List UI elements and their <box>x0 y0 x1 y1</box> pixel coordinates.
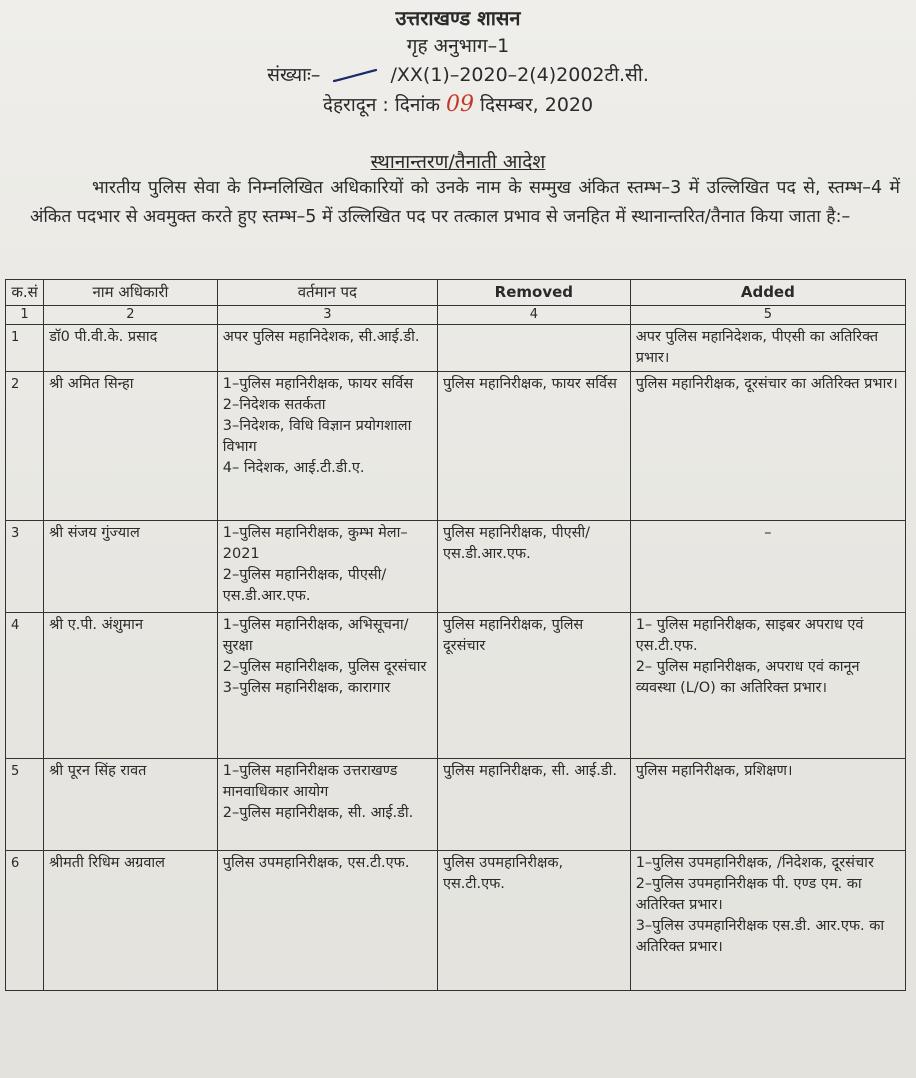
cell-line: 1–पुलिस महानिरीक्षक, कुम्भ मेला–2021 <box>222 525 408 562</box>
officer-name-cell: श्री ए.पी. अंशुमान <box>44 613 218 759</box>
date-day: 09 <box>445 92 474 117</box>
document-header <box>0 4 916 120</box>
cell-line: 2–निदेशक सतर्कता <box>222 397 326 413</box>
added-post-cell <box>630 613 905 759</box>
handwritten-mark-icon <box>330 69 380 83</box>
removed-post-cell <box>437 851 630 991</box>
reference-number-line <box>0 60 916 90</box>
current-post-cell <box>217 521 437 613</box>
header-name: नाम अधिकारी <box>44 280 218 306</box>
cell-line: 3–पुलिस उपमहानिरीक्षक एस.डी. आर.एफ. का अतिरिक्त प्रभार। <box>635 918 885 955</box>
cell-line: पुलिस महानिरीक्षक, पुलिस दूरसंचार <box>442 617 584 654</box>
officer-name-cell: श्री संजय गुंज्याल <box>44 521 218 613</box>
cell-line: 2–पुलिस उपमहानिरीक्षक पी. एण्ड एम. का अतिरिक्त प्रभार। <box>635 876 862 913</box>
cell-line: 1–पुलिस महानिरीक्षक उत्तराखण्ड मानवाधिकार आयोग <box>222 763 398 800</box>
added-post-cell <box>630 325 905 372</box>
cell-line: 2– पुलिस महानिरीक्षक, अपराध एवं कानून व्यवस्था (L/O) का अतिरिक्त प्रभार। <box>635 659 860 696</box>
current-post-cell <box>217 613 437 759</box>
current-post-cell <box>217 851 437 991</box>
serial-number-cell: 6 <box>6 851 44 991</box>
officer-name-cell: श्री अमित सिन्हा <box>44 372 218 521</box>
serial-number-cell: 3 <box>6 521 44 613</box>
cell-line: 2–पुलिस महानिरीक्षक, सी. आई.डी. <box>222 805 414 821</box>
cell-line: 2–पुलिस महानिरीक्षक, पीएसी/एस.डी.आर.एफ. <box>222 567 387 604</box>
officer-name-cell: डॉ0 पी.वी.के. प्रसाद <box>44 325 218 372</box>
table-row <box>6 759 906 851</box>
cell-line: 2–पुलिस महानिरीक्षक, पुलिस दूरसंचार <box>222 659 427 675</box>
header-current-post: वर्तमान पद <box>217 280 437 306</box>
serial-number-cell: 4 <box>6 613 44 759</box>
cell-line: पुलिस महानिरीक्षक, दूरसंचार का अतिरिक्त प्रभार। <box>635 376 898 392</box>
serial-number-cell: 2 <box>6 372 44 521</box>
header-sno: क.सं <box>6 280 44 306</box>
cell-line: 1–पुलिस महानिरीक्षक, अभिसूचना/सुरक्षा <box>222 617 409 654</box>
serial-number-cell: 1 <box>6 325 44 372</box>
order-subject: स्थानान्तरण/तैनाती आदेश <box>370 151 546 173</box>
cell-line: पुलिस उपमहानिरीक्षक, एस.टी.एफ. <box>222 855 410 871</box>
cell-line: पुलिस उपमहानिरीक्षक, एस.टी.एफ. <box>442 855 564 892</box>
column-number: 1 <box>6 306 44 325</box>
cell-line: अपर पुलिस महानिदेशक, पीएसी का अतिरिक्त प्रभार। <box>635 329 879 366</box>
cell-line: 4– निदेशक, आई.टी.डी.ए. <box>222 460 365 476</box>
current-post-cell <box>217 759 437 851</box>
column-number: 5 <box>630 306 905 325</box>
added-post-cell <box>630 521 905 613</box>
serial-number-cell: 5 <box>6 759 44 851</box>
cell-line: पुलिस महानिरीक्षक, प्रशिक्षण। <box>635 763 793 779</box>
number-label: संख्याः– <box>267 64 321 86</box>
cell-line: पुलिस महानिरीक्षक, पीएसी/एस.डी.आर.एफ. <box>442 525 591 562</box>
order-paragraph: भारतीय पुलिस सेवा के निम्नलिखित अधिकारियों को उनके नाम के सम्मुख अंकित स्तम्भ–3 में उल्लिखित पद से, स्तम्भ–4 में अंकित पदभार से अवमुक्त करते हुए स्तम्भ–5 में उल्लिखित पद पर तत्काल प्रभाव से जनहित में स्थानान्तरित/तैनात किया जाता है:– <box>30 178 900 227</box>
column-number-row <box>6 306 906 325</box>
number-value: /XX(1)–2020–2(4)2002टी.सी. <box>390 64 649 86</box>
removed-post-cell <box>437 521 630 613</box>
cell-line: पुलिस महानिरीक्षक, फायर सर्विस <box>442 376 617 392</box>
current-post-cell <box>217 325 437 372</box>
date-line <box>0 90 916 120</box>
department-title: गृह अनुभाग–1 <box>406 35 510 57</box>
table-row <box>6 521 906 613</box>
header-removed: Removed <box>437 280 630 306</box>
added-post-cell <box>630 851 905 991</box>
table-row <box>6 613 906 759</box>
column-number: 3 <box>217 306 437 325</box>
column-number: 2 <box>44 306 218 325</box>
transfer-table <box>5 279 906 991</box>
added-post-cell <box>630 759 905 851</box>
government-title: उत्तराखण्ड शासन <box>395 6 521 30</box>
cell-line: 3–निदेशक, विधि विज्ञान प्रयोगशाला विभाग <box>222 418 412 455</box>
cell-line: पुलिस महानिरीक्षक, सी. आई.डी. <box>442 763 618 779</box>
cell-line: 3–पुलिस महानिरीक्षक, कारागार <box>222 680 391 696</box>
cell-line: 1–पुलिस महानिरीक्षक, फायर सर्विस <box>222 376 414 392</box>
table-row <box>6 372 906 521</box>
cell-line: 1– पुलिस महानिरीक्षक, साइबर अपराध एवं एस.टी.एफ. <box>635 617 864 654</box>
cell-line: अपर पुलिस महानिदेशक, सी.आई.डी. <box>222 329 420 345</box>
date-label: देहरादून : दिनांक <box>322 94 440 116</box>
table-row <box>6 325 906 372</box>
column-number: 4 <box>437 306 630 325</box>
officer-name-cell: श्री पूरन सिंह रावत <box>44 759 218 851</box>
officer-name-cell: श्रीमती रिधिम अग्रवाल <box>44 851 218 991</box>
cell-line: – <box>764 525 772 541</box>
removed-post-cell <box>437 613 630 759</box>
date-month-year: दिसम्बर, 2020 <box>480 94 594 116</box>
cell-line: 1–पुलिस उपमहानिरीक्षक, /निदेशक, दूरसंचार <box>635 855 874 871</box>
removed-post-cell <box>437 325 630 372</box>
table-header-row <box>6 280 906 306</box>
removed-post-cell <box>437 372 630 521</box>
table-body <box>6 325 906 991</box>
header-added: Added <box>630 280 905 306</box>
added-post-cell <box>630 372 905 521</box>
current-post-cell <box>217 372 437 521</box>
table-row <box>6 851 906 991</box>
removed-post-cell <box>437 759 630 851</box>
